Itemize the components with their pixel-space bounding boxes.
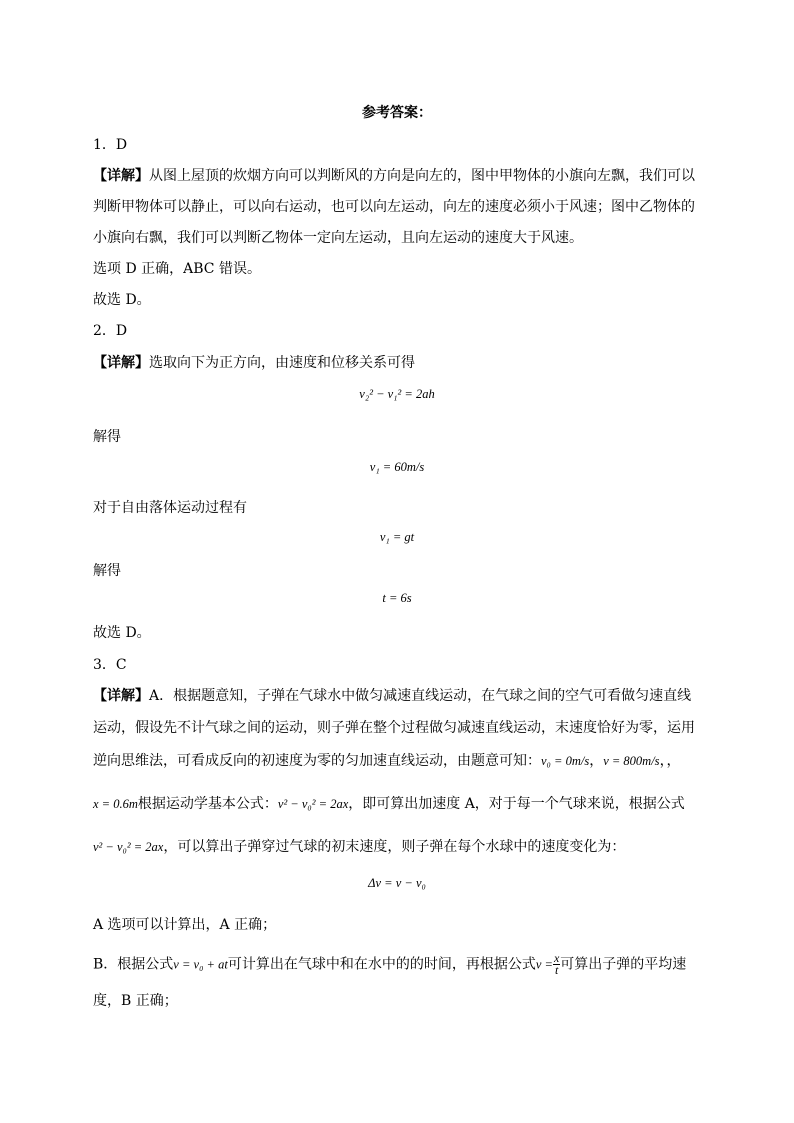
q3-line-3: 逆向思维法，可看成反向的初速度为零的匀加速直线运动，由题意可知：v₀ = 0m/s，v = 800m/s，，	[93, 753, 681, 769]
q3-line-9: 度，B 正确；	[93, 993, 178, 1009]
q1-line-3: 小旗向右飘，我们可以判断乙物体一定向左运动，且向左运动的速度大于风速。	[93, 230, 583, 246]
q3-velocity: v = 800m/s	[603, 754, 660, 768]
q3-line-8: B．根据公式v = v₀ + at可计算出在气球中和在水中的的时间，再根据公式v = $\frac{x}{t}$ 可算出子弹的平均速	[93, 951, 687, 977]
q3-line-4: x = 0.6m根据运动学基本公式：v² − v₀² = 2ax，即可算出加速度 A，对于每一个气球来说，根据公式	[93, 796, 685, 812]
q1-text-1: 从图上屋顶的炊烟方向可以判断风的方向是向左的，图中甲物体的小旗向左飘，我们可以	[149, 168, 695, 184]
q1-line-5: 故选 D。	[93, 292, 151, 308]
page-title: 参考答案：	[362, 105, 432, 121]
q3-kinematic-formula: v² − v₀² = 2ax	[277, 797, 349, 811]
q3-formula-delta-v: Δv = v − v₀	[368, 876, 426, 890]
q3-average-velocity-lhs: v =	[535, 957, 553, 972]
q1-answer: 1．D	[93, 137, 128, 153]
q3-formula-inline: v² − v₀² = 2ax	[93, 840, 164, 854]
q3-line-5: v² − v₀² = 2ax，可以算出子弹穿过气球的初末速度，则子弹在每个水球中的速度变化为：	[93, 839, 626, 855]
q1-detail-tag: 【详解】	[93, 168, 149, 184]
q3-line-1	[93, 685, 691, 705]
q1-line-4: 选项 D 正确，ABC 错误。	[93, 261, 261, 277]
q3-detail-tag: 【详解】	[93, 688, 149, 704]
q3-line-2: 运动，假设先不计气球之间的运动，则子弹在整个过程做匀减速直线运动，末速度恰好为零，运用	[93, 720, 695, 736]
q3-initial-velocity: v₀ = 0m/s	[541, 754, 590, 768]
q2-line-5: 故选 D。	[93, 625, 151, 641]
q1-line-2: 判断甲物体可以静止，可以向右运动，也可以向左运动，向左的速度必须小于风速；图中乙物体的	[93, 199, 695, 215]
q2-formula-4: t = 6s	[382, 591, 412, 605]
q2-formula-1: v₂² − v₁² = 2ah	[359, 387, 435, 401]
q2-line-4: 解得	[93, 563, 121, 579]
q1-line-1	[93, 165, 695, 185]
q2-text-1: 选取向下为正方向，由速度和位移关系可得	[149, 355, 415, 371]
q2-answer: 2．D	[93, 323, 128, 339]
q3-line-7: A 选项可以计算出，A 正确；	[93, 917, 277, 933]
q2-line-1	[93, 352, 415, 372]
q2-formula-3: v₁ = gt	[379, 530, 415, 544]
q3-velocity-formula: v = v₀ + at	[173, 957, 228, 972]
q2-line-2: 解得	[93, 429, 121, 445]
q3-distance: x = 0.6m	[93, 797, 138, 811]
q2-detail-tag: 【详解】	[93, 355, 149, 371]
q2-formula-2: v₁ = 60m/s	[369, 460, 425, 474]
q3-text-1: A．根据题意知，子弹在气球水中做匀减速直线运动，在气球之间的空气可看做匀速直线	[149, 688, 692, 704]
q3-answer: 3．C	[93, 657, 127, 673]
q2-line-3: 对于自由落体运动过程有	[93, 500, 247, 516]
q3-fraction: $\frac{x}{t}$	[553, 951, 560, 977]
